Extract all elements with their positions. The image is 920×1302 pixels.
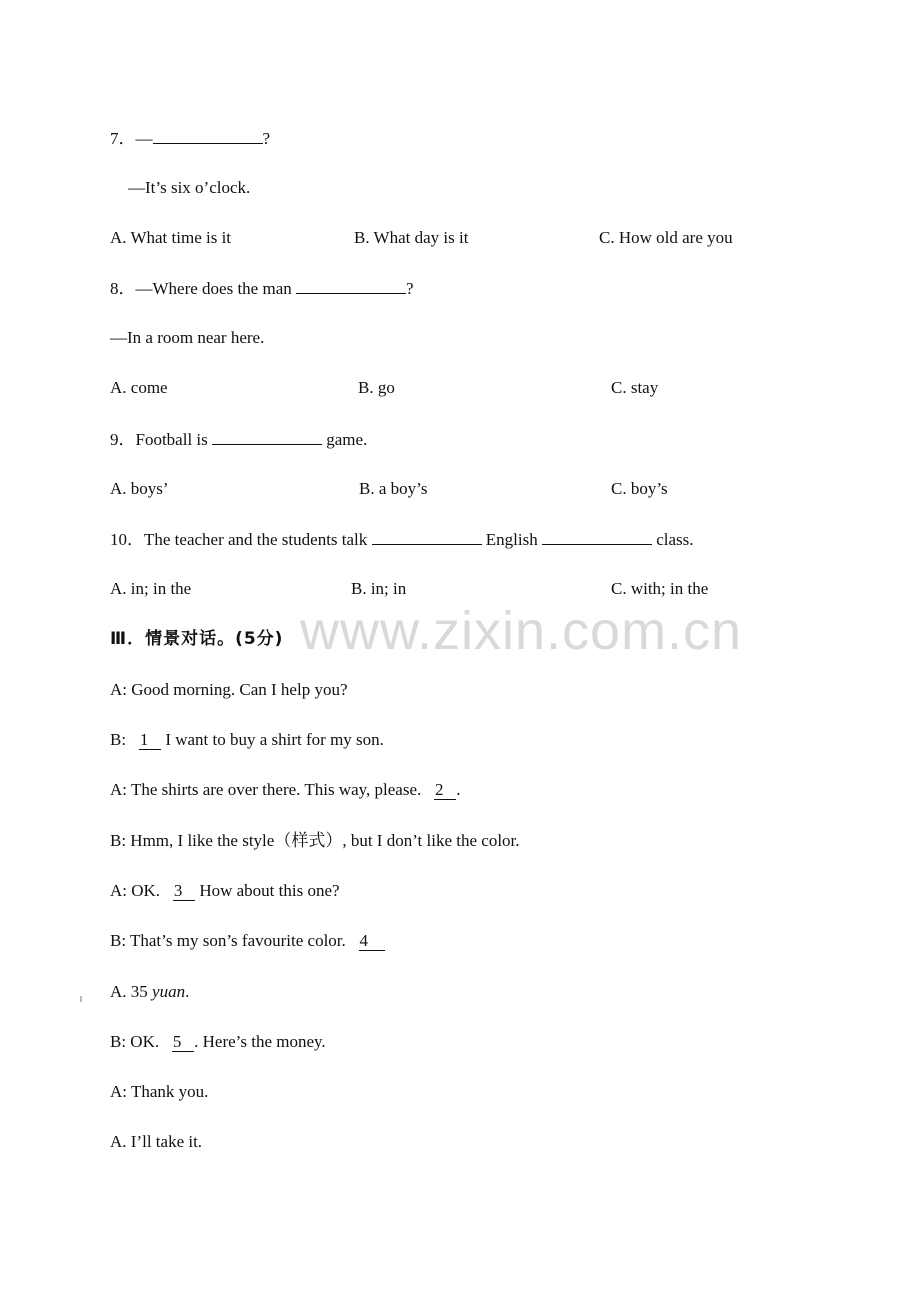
answer-blank[interactable] <box>153 126 263 144</box>
question-8-option-c[interactable]: C. stay <box>611 378 659 397</box>
question-10-stem <box>110 527 694 551</box>
question-8-option-b[interactable]: B. go <box>358 378 395 397</box>
question-9-option-a[interactable]: A. boys’ <box>110 479 169 498</box>
dialogue-text: . Here’s the money. <box>194 1032 326 1051</box>
dialogue-text: B: That’s my son’s favourite color. <box>110 931 351 950</box>
blank-3[interactable]: 3 <box>173 882 195 901</box>
dialogue-text: I want to buy a shirt for my son. <box>161 730 384 749</box>
dialogue-line-6 <box>110 929 385 953</box>
question-9-stem <box>110 427 367 451</box>
stem-text: ? <box>262 129 271 148</box>
dialogue-option-a-take-it: A. I’ll take it. <box>110 1132 203 1151</box>
dialogue-line-5 <box>110 879 340 903</box>
blank-5[interactable]: 5 <box>172 1033 194 1052</box>
dialogue-line-4: B: Hmm, I like the style（样式）, but I don’t like the color. <box>110 831 520 850</box>
scan-mark <box>80 996 82 1002</box>
dialogue-option-a-35-yuan <box>110 980 189 1004</box>
stem-text: — <box>135 129 153 148</box>
stem-text: game. <box>322 430 368 449</box>
question-9-option-c[interactable]: C. boy’s <box>611 479 668 498</box>
dialogue-line-2 <box>110 728 384 752</box>
stem-text: ? <box>406 279 414 298</box>
dialogue-line-1: A: Good morning. Can I help you? <box>110 680 348 699</box>
dialogue-text: B: OK. <box>110 1032 164 1051</box>
dialogue-text: A: The shirts are over there. This way, please. <box>110 780 426 799</box>
question-10-option-c[interactable]: C. with; in the <box>611 579 709 598</box>
answer-blank[interactable] <box>296 276 406 294</box>
dialogue-text: . <box>185 982 190 1001</box>
question-number: 9． <box>110 430 136 449</box>
dialogue-text: . <box>456 780 461 799</box>
stem-text: —Where does the man <box>135 279 296 298</box>
section-heading: Ⅲ．情景对话。(5分) <box>110 629 284 649</box>
dialogue-line-8 <box>110 1030 326 1054</box>
question-7-reply: —It’s six o’clock. <box>128 178 251 197</box>
question-7-option-b[interactable]: B. What day is it <box>354 228 469 247</box>
dialogue-text: B: <box>110 730 131 749</box>
dialogue-text: A: OK. <box>110 881 165 900</box>
question-9-option-b[interactable]: B. a boy’s <box>359 479 428 498</box>
answer-blank[interactable] <box>212 427 322 445</box>
stem-text: English <box>481 530 542 549</box>
stem-text: The teacher and the students talk <box>144 530 372 549</box>
blank-2[interactable]: 2 <box>434 781 456 800</box>
blank-1[interactable]: 1 <box>139 731 161 750</box>
dialogue-italic: yuan <box>152 982 186 1001</box>
dialogue-line-3 <box>110 778 461 802</box>
answer-blank[interactable] <box>542 527 652 545</box>
question-number: 10． <box>110 530 144 549</box>
question-7-stem <box>110 126 270 150</box>
question-10-option-b[interactable]: B. in; in <box>351 579 407 598</box>
question-8-option-a[interactable]: A. come <box>110 378 168 397</box>
question-number: 7． <box>110 129 136 148</box>
blank-4[interactable]: 4 <box>359 932 386 951</box>
dialogue-line-9: A: Thank you. <box>110 1082 209 1101</box>
watermark: www.zixin.com.cn <box>300 601 743 661</box>
dialogue-text: A. 35 <box>110 982 153 1001</box>
question-number: 8． <box>110 279 136 298</box>
dialogue-text: How about this one? <box>195 881 340 900</box>
question-8-reply: —In a room near here. <box>110 328 265 347</box>
answer-blank[interactable] <box>372 527 482 545</box>
stem-text: class. <box>651 530 694 549</box>
question-10-option-a[interactable]: A. in; in the <box>110 579 192 598</box>
question-7-option-c[interactable]: C. How old are you <box>599 228 733 247</box>
question-7-option-a[interactable]: A. What time is it <box>110 228 232 247</box>
stem-text: Football is <box>135 430 213 449</box>
question-8-stem <box>110 276 414 300</box>
